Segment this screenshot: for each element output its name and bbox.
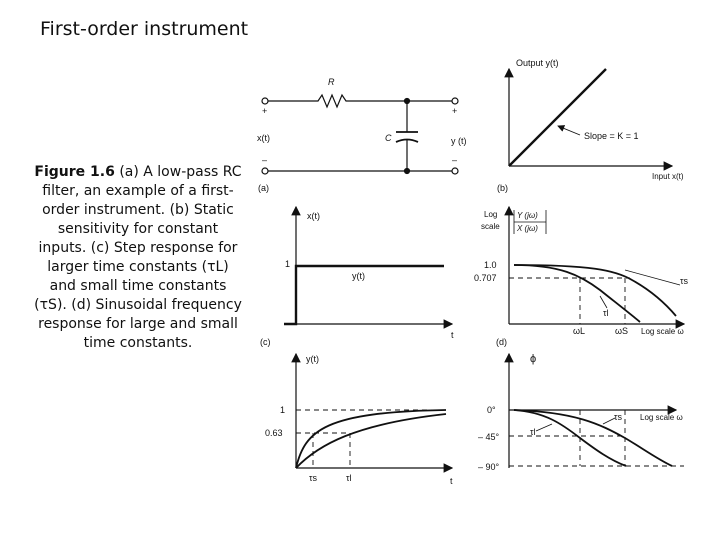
panel-b-label: (b) [497, 183, 508, 193]
phase-deg-45: – 45° [478, 432, 500, 442]
step-input-y-label: y(t) [352, 271, 365, 281]
tau-l-phase-pointer [536, 424, 552, 431]
input-minus-sign: – [262, 155, 268, 165]
resistor-label: R [328, 77, 335, 87]
capacitor-label: C [385, 133, 392, 143]
magnitude-y-label-top: Log [484, 210, 498, 219]
magnitude-ratio-denominator: X (jω) [517, 224, 538, 233]
step-input-x-label: x(t) [307, 211, 320, 221]
caption-tail: ). (d) Sinusoidal frequency response for large and small time constants. [38, 297, 242, 351]
magnitude-level-0707: 0.707 [474, 273, 497, 283]
step-response-level-063: 0.63 [265, 428, 283, 438]
phase-deg-90: – 90° [478, 462, 500, 472]
magnitude-y-label-bottom: scale [481, 222, 500, 231]
magnitude-omega-l: ωL [573, 326, 586, 336]
magnitude-tau-s: τs [680, 276, 689, 286]
caption-tau-l: τL [207, 259, 224, 275]
slide-title: First-order instrument [40, 18, 249, 40]
caption-mid: ) and small time constants ( [34, 259, 229, 313]
figure-number: Figure 1.6 [34, 164, 115, 180]
caption-text: (a) A low-pass RC filter, an example of a first-order instrument. (b) Static sensitivity for constant inputs. (c) Step response for larger time constants ( [38, 164, 242, 275]
magnitude-x-label: Log scale ω [641, 327, 684, 336]
output-plus-sign: + [452, 106, 458, 116]
input-minus-terminal [262, 168, 268, 174]
phase-tau-l: τl [530, 427, 536, 437]
magnitude-omega-s: ωS [615, 326, 629, 336]
input-plus-sign: + [262, 106, 268, 116]
panel-a-label: (a) [258, 183, 269, 193]
magnitude-tau-l: τl [603, 308, 609, 318]
phase-tau-s: τs [614, 412, 623, 422]
tau-s-magnitude-pointer [625, 270, 680, 285]
phase-y-label: ϕ [530, 353, 537, 365]
top-wire [268, 95, 452, 107]
step-response-tau-l: τl [346, 473, 352, 483]
magnitude-ratio-numerator: Y (jω) [517, 211, 538, 220]
magnitude-level-one: 1.0 [484, 260, 497, 270]
circuit-output-label: y (t) [451, 136, 467, 146]
output-minus-terminal [452, 168, 458, 174]
response-fast-tau-s [296, 410, 446, 468]
rc-circuit [262, 95, 458, 174]
phase-curve-tau-l [514, 410, 626, 466]
slope-label: Slope = K = 1 [584, 131, 639, 141]
step-input-t-label: t [451, 330, 454, 340]
step-response-t-label: t [450, 476, 453, 486]
step-response-y-label: y(t) [306, 354, 319, 364]
static-response-line [509, 69, 606, 166]
output-minus-sign: – [452, 155, 458, 165]
panel-c-label: (c) [260, 337, 271, 347]
output-plus-terminal [452, 98, 458, 104]
step-input-level: 1 [285, 259, 291, 269]
response-slow-tau-l [296, 414, 446, 468]
circuit-input-label: x(t) [257, 133, 270, 143]
step-response-level-one: 1 [280, 405, 286, 415]
static-y-label: Output y(t) [516, 58, 559, 68]
tau-l-magnitude-pointer [600, 296, 607, 308]
phase-deg-0: 0° [487, 405, 496, 415]
magnitude-curve-tau-l [514, 265, 640, 322]
panel-d-label: (d) [496, 337, 507, 347]
magnitude-curve-tau-s [514, 265, 676, 316]
phase-x-label: Log scale ω [640, 413, 683, 422]
step-response-guides [296, 410, 446, 468]
bottom-node [405, 169, 410, 174]
static-x-label: Input x(t) [652, 172, 684, 181]
caption-tau-s: τS [39, 297, 57, 313]
magnitude-guides [509, 278, 630, 324]
input-plus-terminal [262, 98, 268, 104]
slope-pointer [558, 126, 580, 135]
step-response-tau-s: τs [309, 473, 318, 483]
